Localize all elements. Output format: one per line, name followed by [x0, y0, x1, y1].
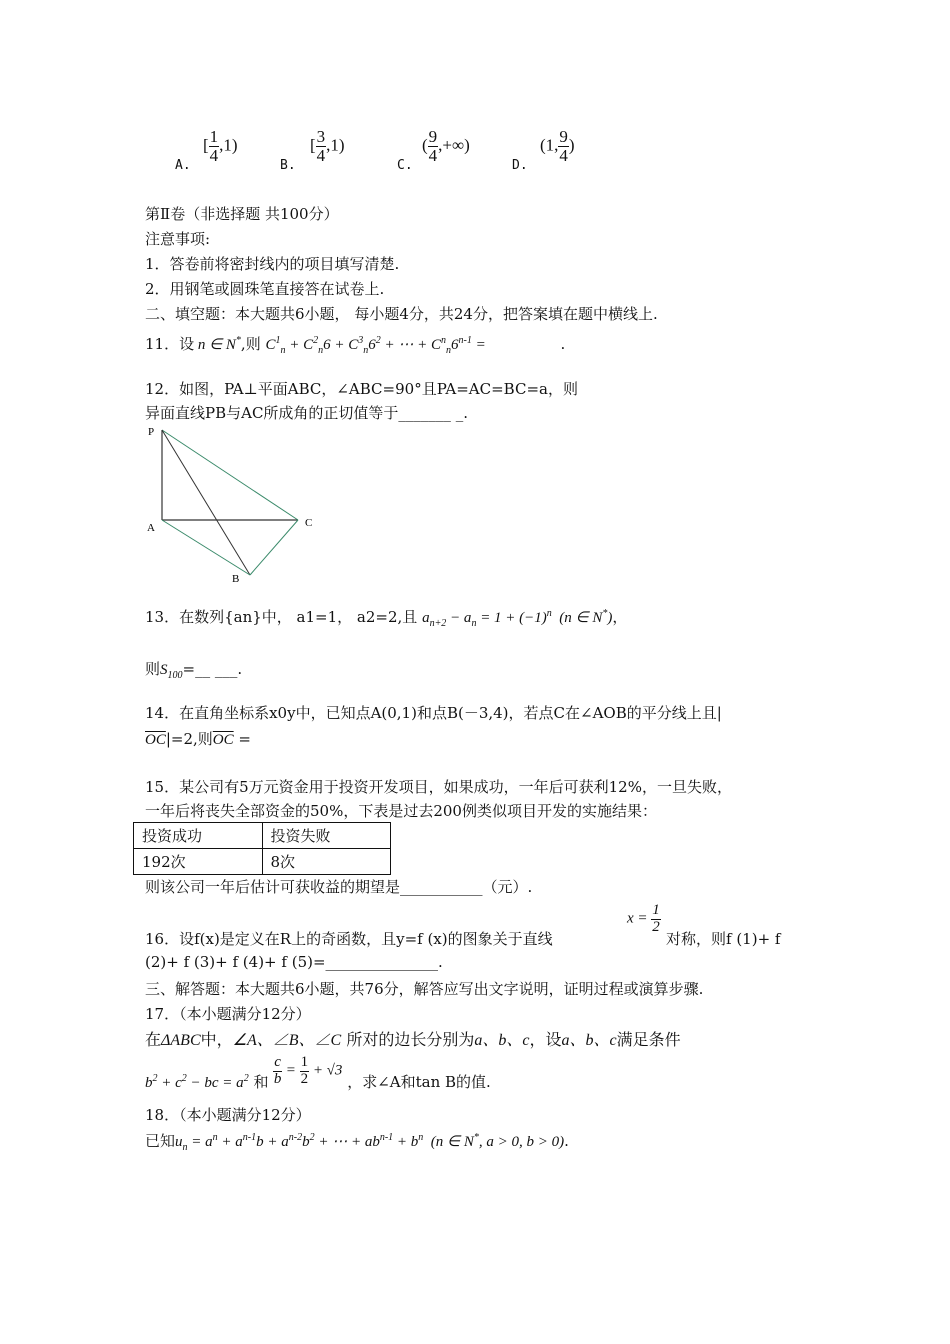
question-12-line2: 异面直线PB与AC所成角的正切值等于_______ _.	[145, 404, 468, 422]
question-14-line2	[145, 728, 251, 749]
edge-bc	[250, 520, 298, 575]
q11-mid: ,则	[240, 335, 261, 353]
notice-2: 2．用钢笔或圆珠笔直接答在试卷上.	[145, 280, 385, 298]
question-11	[145, 333, 565, 356]
option-c-right: ,+∞)	[438, 135, 470, 155]
question-15-line1: 15．某公司有5万元资金用于投资开发项目，如果成功，一年后可获利12%，一旦失败，	[145, 778, 732, 796]
q13-sum: $S_{100}$	[160, 662, 183, 681]
q17-zhong: 中，	[200, 1030, 233, 1049]
q17-text: 所对的边长分别为	[346, 1030, 475, 1049]
q13-blank: =__ ___.	[182, 660, 243, 678]
label-a: A	[147, 522, 155, 534]
option-c-den: 4	[428, 145, 438, 165]
q17-she: ，设	[529, 1030, 562, 1049]
question-16-line2: (2)+ f (3)+ f (4)+ f (5)=_______________.	[145, 953, 443, 971]
q18-formula: $u_n = a^n + a^{n-1}b + a^{n-2}b^2$ + ⋯ + $ab^{n-1} + b^n$ (n ∈ N*, a > 0, b > 0)	[175, 1132, 565, 1153]
option-c-label: C.	[397, 158, 413, 173]
question-15-line2: 一年后将丧失全部资金的50%，下表是过去200例类似项目开发的实施结果：	[145, 802, 657, 820]
q17-angles: ∠A、∠B、∠C	[232, 1032, 342, 1049]
results-table	[133, 822, 391, 875]
option-d-expr	[540, 128, 575, 165]
edge-ab	[162, 520, 250, 575]
q17-in: 在	[145, 1030, 162, 1049]
q11-formula: $C^1_n + C^2_n6 + C^3_n6^2$ + ⋯ + $C^n_n6^{n-1}$ =	[265, 335, 486, 356]
tetrahedron-figure	[140, 420, 320, 590]
q11-prefix: 11．设	[145, 335, 195, 353]
question-17-line1	[145, 1027, 681, 1050]
option-a-expr	[203, 128, 238, 165]
q18-prefix: 已知	[145, 1132, 176, 1150]
option-d-left: (1,	[540, 135, 559, 155]
question-15-line3: 则该公司一年后估计可获收益的期望是___________（元）.	[145, 878, 533, 896]
table-row	[134, 823, 391, 849]
question-18-title: 18．（本小题满分12分）	[145, 1106, 311, 1124]
question-16-line1-end: 对称，则f (1)+ f	[666, 930, 781, 948]
question-18-line1	[145, 1130, 569, 1153]
q18-end: .	[564, 1132, 569, 1150]
option-a-num: 1	[209, 127, 219, 146]
option-c-left: (	[422, 135, 428, 155]
q17-eq2: $\frac{c}{b}$ = $\frac{1}{2}$ + √3	[273, 1054, 343, 1087]
fill-section-header: 二、填空题：本大题共6小题， 每小题4分，共24分，把答案填在题中横线上.	[145, 305, 658, 323]
q14-vec-2: $\overline{OC}$	[212, 732, 234, 748]
q16-x-eq-half: x = $\frac{1}{2}$	[627, 902, 660, 935]
q17-eq1: $b^2 + c^2$ − bc = $a^2$	[145, 1073, 249, 1092]
q17-ask: ，求∠A和tan B的值.	[347, 1073, 491, 1092]
q13-prefix: 13．在数列{an}中， a1=1， a2=2,且	[145, 608, 418, 626]
table-cell-failure: 8次	[262, 849, 391, 875]
q17-triangle: ΔABC	[161, 1032, 201, 1049]
q17-sides-2: a、b、c	[561, 1032, 617, 1049]
edge-pb	[162, 430, 250, 575]
option-d-num: 9	[559, 127, 568, 146]
table-header-failure: 投资失败	[262, 823, 391, 849]
option-c-expr	[422, 128, 470, 165]
option-b-left: [	[310, 135, 316, 155]
question-16-line1	[145, 928, 553, 949]
option-a-left: [	[203, 135, 209, 155]
q14-mid: |=2,则	[165, 730, 213, 748]
option-d-right: )	[568, 135, 575, 155]
notice-1: 1．答卷前将密封线内的项目填写清楚.	[145, 255, 400, 273]
option-b-right: ,1)	[326, 135, 345, 155]
q16-line1-text: 16．设f(x)是定义在R上的奇函数，且y=f (x)的图象关于直线	[145, 930, 553, 948]
question-13	[145, 606, 627, 629]
q14-end: =	[238, 730, 251, 748]
q17-sides: a、b、c	[474, 1032, 530, 1049]
q11-set: n ∈ N*	[194, 335, 241, 353]
question-17-title: 17．（本小题满分12分）	[145, 1005, 311, 1023]
option-b-label: B.	[280, 158, 296, 173]
question-12-line1: 12．如图，PA⊥平面ABC，∠ABC=90°且PA=AC=BC=a，则	[145, 380, 578, 398]
q11-end: .	[560, 335, 566, 353]
option-d-label: D.	[512, 158, 528, 173]
q13-line2-prefix: 则	[145, 660, 161, 678]
q14-vec-1: $\overline{OC}$	[145, 732, 166, 748]
option-d-den: 4	[559, 145, 568, 165]
q17-and: 和	[253, 1073, 269, 1092]
option-a-label: A.	[175, 158, 191, 173]
label-p: P	[148, 426, 155, 438]
label-c: C	[305, 517, 313, 529]
notice-title: 注意事项:	[145, 230, 211, 248]
q13-formula: $a_{n+2} - a_n = 1 + (-1)^n$ (n ∈ N*)	[422, 608, 613, 629]
label-b: B	[232, 573, 240, 585]
section2-title: 第Ⅱ卷（非选择题 共100分）	[145, 205, 339, 223]
question-17-line2	[145, 1054, 491, 1092]
edge-pc	[162, 430, 298, 520]
table-row	[134, 849, 391, 875]
option-b-den: 4	[316, 145, 326, 165]
option-a-right: ,1)	[219, 135, 238, 155]
q17-cond: 满足条件	[616, 1030, 681, 1049]
question-14-line1: 14．在直角坐标系x0y中，已知点A(0,1)和点B(－3,4)，若点C在∠AOB的平分线上且|	[145, 704, 722, 722]
section3-header: 三、解答题：本大题共6小题，共76分，解答应写出文字说明，证明过程或演算步骤.	[145, 980, 704, 998]
option-b-num: 3	[316, 127, 326, 146]
table-header-success: 投资成功	[134, 823, 263, 849]
table-cell-success: 192次	[134, 849, 263, 875]
option-c-num: 9	[428, 127, 438, 146]
option-b-expr	[310, 128, 345, 165]
option-a-den: 4	[209, 145, 219, 165]
question-13-line2	[145, 658, 242, 681]
q13-end: ，	[612, 608, 628, 626]
